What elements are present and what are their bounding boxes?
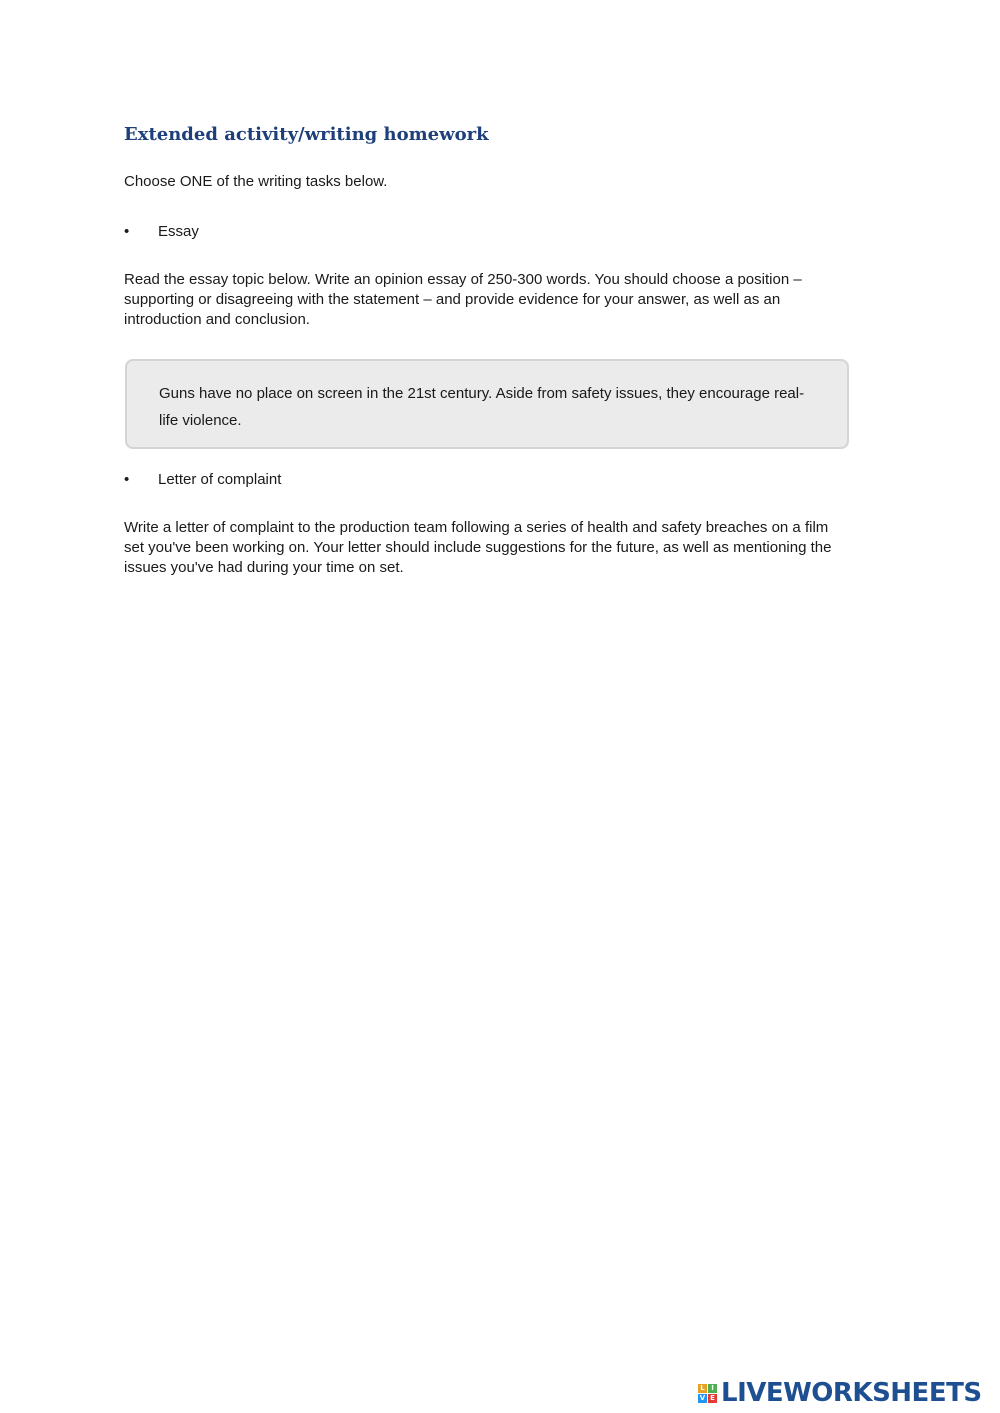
logo-mark-letter: I [708, 1384, 717, 1393]
task-letter-title: Letter of complaint [158, 471, 282, 488]
bullet-icon: • [124, 471, 130, 488]
page-title: Extended activity/writing homework [124, 124, 489, 145]
task-essay-title: Essay [158, 223, 199, 240]
task-letter-description: Write a letter of complaint to the production team following a series of health and safety breaches on a film set you've been working on. Your letter should include suggestions for the future, as well as mentioning the issues you've had during your time on set. [124, 519, 832, 576]
task-essay-description: Read the essay topic below. Write an opinion essay of 250-300 words. You should choose a position – supporting or disagreeing with the statement – and provide evidence for your answer, as well as an introduction and conclusion. [124, 271, 802, 328]
task-letter-bullet [124, 471, 281, 488]
task-essay-bullet [124, 223, 199, 240]
bullet-icon: • [124, 223, 130, 240]
logo-mark-letter: V [699, 1393, 706, 1402]
liveworksheets-logo [698, 1378, 982, 1408]
instruction-text: Choose ONE of the writing tasks below. [124, 173, 388, 190]
essay-statement-box [125, 359, 849, 449]
logo-mark-letter: L [698, 1384, 707, 1393]
logo-text: LIVEWORKSHEETS [721, 1378, 982, 1408]
essay-statement-text: Guns have no place on screen in the 21st century. Aside from safety issues, they encourage real-life violence. [159, 385, 805, 429]
logo-mark-icon [698, 1384, 717, 1403]
logo-mark-letter: E [708, 1394, 717, 1403]
